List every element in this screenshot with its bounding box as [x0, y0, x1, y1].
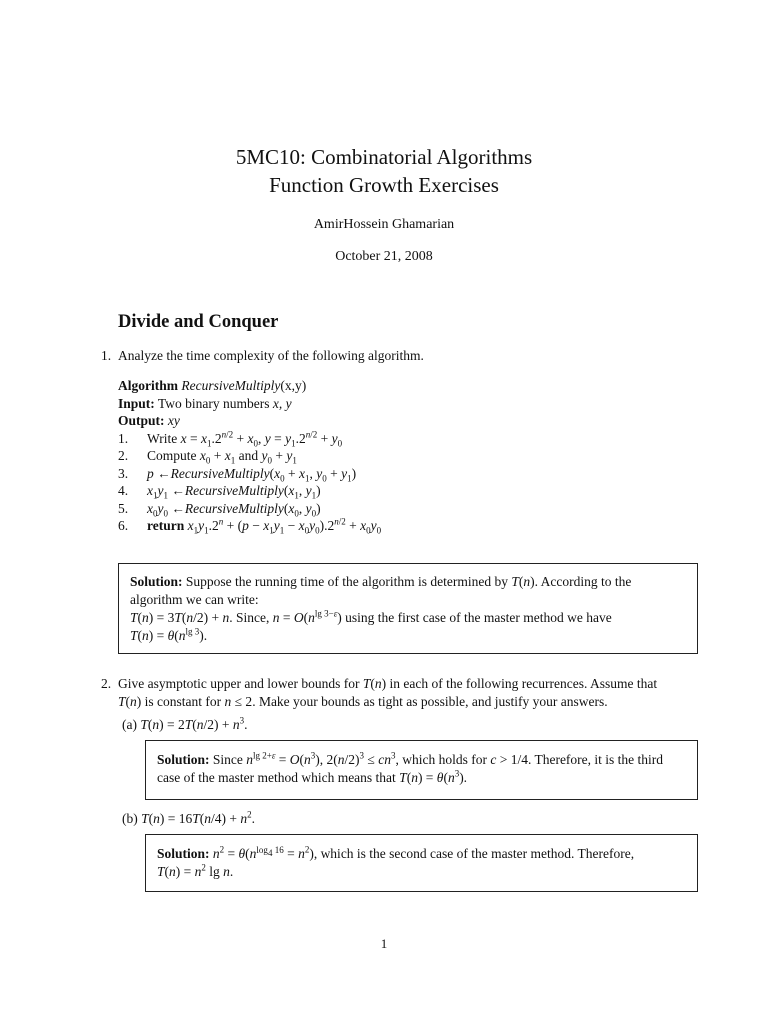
title-line-1: 5MC10: Combinatorial Algorithms	[235, 145, 533, 169]
part-b-label: (b)	[122, 811, 138, 826]
step-number: 5.	[118, 500, 129, 516]
date: October 21, 2008	[335, 249, 433, 264]
author: AmirHossein Ghamarian	[313, 217, 455, 232]
document-title	[0, 143, 768, 199]
algorithm-step: 1. Write $x = x_1.2^{n/2} + x_0$, $y = y_1.2^{n/2} + y_0$	[118, 429, 343, 449]
solution-2b-text: Solution: $n^2 = \theta(n^{log_4 16} = n^2)$, which is the second case of the master method. Therefore, $T(n) = n^2$ lg n.	[157, 844, 635, 879]
solution-2a-text: Solution: Since $n^{lg 2+\varepsilon} = O(n^3)$, $2(n/2)^3 \le cn^3$, which holds for c > 1/4. Therefore, it is the third case of the master method which means that $T(n) = \theta(n^3)$.	[157, 750, 664, 785]
part-b: (b) $T(n) = 16T(n/4) + n^2$.	[122, 809, 256, 826]
question-2-text: Give asymptotic upper and lower bounds for T(n) in each of the following recurrences. Assume that T(n) is constant for n ≤ 2. Make your bounds as tight as possible, and justify your answers.	[118, 676, 658, 709]
algorithm-header	[118, 377, 381, 395]
solution-box-2a	[145, 740, 698, 800]
input-text: Two binary numbers	[157, 395, 270, 411]
solution-box-2b	[145, 834, 698, 892]
input-label: Input:	[118, 395, 155, 411]
step-number: 4.	[118, 483, 129, 498]
solution-box-1	[118, 563, 698, 654]
algorithm-args: (x,y)	[280, 378, 307, 393]
question-1-text: Analyze the time complexity of the following algorithm.	[118, 348, 424, 363]
solution-label: Solution:	[157, 846, 210, 861]
algorithm-block	[118, 377, 381, 535]
title-line-2: Function Growth Exercises	[269, 173, 499, 197]
input-math: x, y	[272, 395, 292, 411]
algorithm-label: Algorithm	[118, 378, 178, 393]
step-text: Write	[147, 430, 178, 446]
step-number: 6.	[118, 518, 129, 533]
part-a-label: (a)	[122, 717, 137, 732]
step-number: 1.	[118, 430, 129, 446]
algorithm-input	[118, 395, 381, 413]
algorithm-output	[118, 412, 381, 430]
output-label: Output:	[118, 413, 165, 428]
solution-1-text: Solution: Suppose the running time of the algorithm is determined by T(n). According to the algorithm we can write: T(n) = 3T(n/2) + n. Since, $n = O(n^{lg 3-\varepsilon})$ using the first case of the master method we have $T(n) = \theta(n^{lg 3})$.	[130, 574, 632, 643]
algorithm-step: 4. $x_1y_1$ $\leftarrow RecursiveMultiply(x_1$, $y_1$)	[118, 483, 321, 501]
algorithm-step: 2. Compute $x_0 + x_1$ and $y_0 + y_1$	[118, 448, 297, 466]
output-math: xy	[167, 413, 180, 428]
step-number: 3.	[118, 465, 129, 481]
algorithm-step: 3. p $\leftarrow RecursiveMultiply(x_0 + x_1$, $y_0 + y_1$)	[118, 465, 357, 484]
section-heading: Divide and Conquer	[118, 312, 279, 332]
algorithm-step: 5. $x_0y_0$ $\leftarrow RecursiveMultiply(x_0$, $y_0$)	[118, 500, 321, 519]
algorithm-name: RecursiveMultiply	[181, 378, 281, 393]
question-2-number: 2.	[101, 676, 112, 691]
page-number: 1	[380, 936, 388, 951]
solution-label: Solution:	[130, 574, 183, 589]
algorithm-step: 6. return $x_1y_1.2^n + (p - x_1y_1 - x_0y_0).2^{n/2} + x_0y_0$	[118, 516, 382, 536]
step-text: return	[147, 518, 185, 533]
step-number: 2.	[118, 448, 129, 463]
question-1-number: 1.	[101, 348, 112, 363]
part-a: (a) $T(n) = 2T(n/2) + n^3$.	[122, 715, 248, 732]
solution-label: Solution:	[157, 752, 210, 767]
step-text: Compute	[147, 448, 197, 463]
